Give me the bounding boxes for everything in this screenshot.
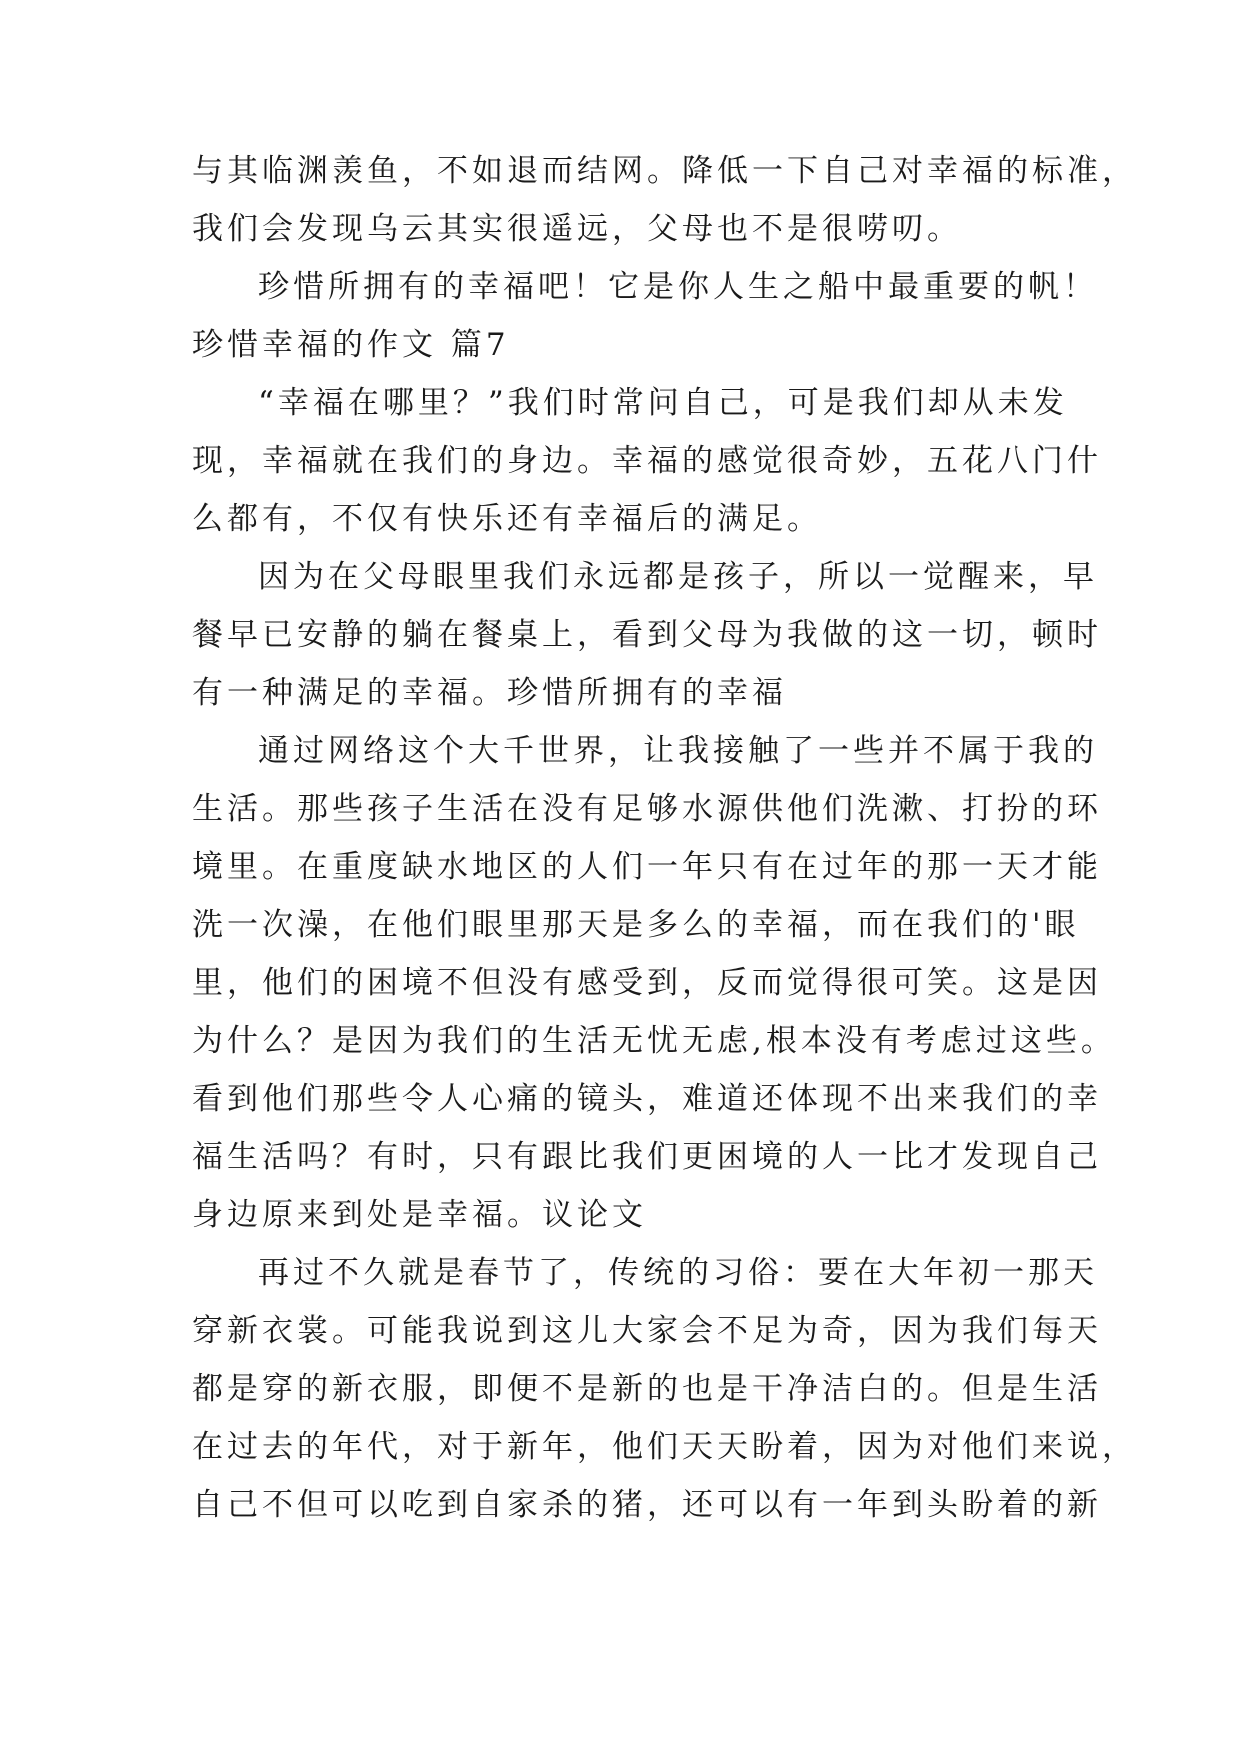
text-line: 我们会发现乌云其实很遥远，父母也不是很唠叨。: [192, 211, 962, 247]
text-line: “幸福在哪里？”我们时常问自己，可是我们却从未发: [258, 385, 1068, 421]
document-page: [192, 142, 1137, 1534]
text-line: 里，他们的困境不但没有感受到，反而觉得很可笑。这是因: [192, 965, 1102, 1001]
text-line: 都是穿的新衣服，即便不是新的也是干净洁白的。但是生活: [192, 1371, 1102, 1407]
text-line: 生活。那些孩子生活在没有足够水源供他们洗漱、打扮的环: [192, 791, 1102, 827]
text-line: 么都有，不仅有快乐还有幸福后的满足。: [192, 501, 822, 537]
text-line: 身边原来到处是幸福。议论文: [192, 1197, 647, 1233]
text-line: 餐早已安静的躺在餐桌上，看到父母为我做的这一切，顿时: [192, 617, 1102, 653]
text-line: 福生活吗？有时，只有跟比我们更困境的人一比才发现自己: [192, 1139, 1102, 1175]
text-line: 通过网络这个大千世界，让我接触了一些并不属于我的: [258, 733, 1098, 769]
section-heading: 珍惜幸福的作文 篇7: [192, 327, 510, 363]
text-line: 自己不但可以吃到自家杀的猪，还可以有一年到头盼着的新: [192, 1487, 1102, 1523]
text-line: 与其临渊羡鱼，不如退而结网。降低一下自己对幸福的标准，: [192, 153, 1137, 189]
text-line: 在过去的年代，对于新年，他们天天盼着，因为对他们来说，: [192, 1429, 1137, 1465]
text-line: 穿新衣裳。可能我说到这儿大家会不足为奇，因为我们每天: [192, 1313, 1102, 1349]
text-line: 现，幸福就在我们的身边。幸福的感觉很奇妙，五花八门什: [192, 443, 1102, 479]
text-line: 看到他们那些令人心痛的镜头，难道还体现不出来我们的幸: [192, 1081, 1102, 1117]
text-line: 因为在父母眼里我们永远都是孩子，所以一觉醒来，早: [258, 559, 1098, 595]
text-line: 境里。在重度缺水地区的人们一年只有在过年的那一天才能: [192, 849, 1102, 885]
text-line: 为什么？是因为我们的生活无忧无虑,根本没有考虑过这些。: [192, 1023, 1116, 1059]
text-line: 珍惜所拥有的幸福吧！它是你人生之船中最重要的帆！: [258, 269, 1098, 305]
text-line: 有一种满足的幸福。珍惜所拥有的幸福: [192, 675, 787, 711]
text-line: 洗一次澡，在他们眼里那天是多么的幸福，而在我们的'眼: [192, 907, 1080, 943]
text-line: 再过不久就是春节了，传统的习俗：要在大年初一那天: [258, 1255, 1098, 1291]
